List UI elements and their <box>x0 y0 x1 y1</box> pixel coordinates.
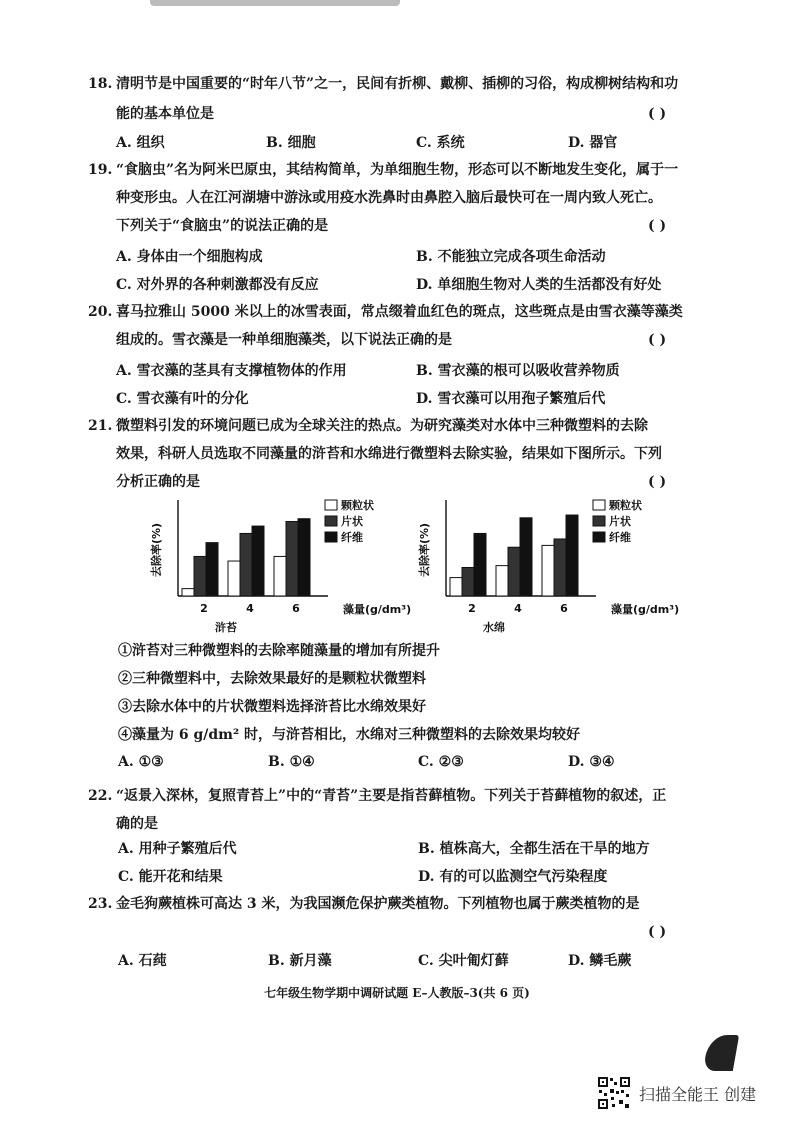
question-text: 能的基本单位是 <box>116 106 214 122</box>
bar-片状 <box>508 547 520 596</box>
option-b[interactable]: B. ①④ <box>268 754 315 770</box>
bar-片状 <box>240 533 252 596</box>
option-a[interactable]: A. 石莼 <box>118 953 167 969</box>
chart-title: 浒苔 <box>215 621 237 634</box>
question-text: 确的是 <box>116 816 158 832</box>
answer-blank[interactable]: ( ) <box>648 924 667 940</box>
question-number: 19. <box>88 162 113 178</box>
bar-片状 <box>194 556 206 596</box>
bar-片状 <box>462 567 474 596</box>
x-tick-label: 4 <box>246 602 254 615</box>
option-a[interactable]: A. 雪衣藻的茎具有支撑植物体的作用 <box>116 363 347 379</box>
chart-hutai <box>150 494 412 636</box>
legend-label: 片状 <box>341 515 363 528</box>
chart-shuimian <box>418 494 680 636</box>
legend-swatch <box>593 500 605 510</box>
bar-片状 <box>286 521 298 596</box>
question-text: “返景入深林，复照青苔上”中的“青苔”主要是指苔藓植物。下列关于苔藓植物的叙述，正 <box>116 788 667 804</box>
option-a[interactable]: A. 组织 <box>116 135 165 151</box>
question-number: 20. <box>88 304 113 320</box>
option-d[interactable]: D. 器官 <box>568 135 618 151</box>
question-text: 种变形虫。人在江河湖塘中游泳或用疫水洗鼻时由鼻腔入脑后最快可在一周内致人死亡。 <box>116 190 662 206</box>
option-d[interactable]: D. 雪衣藻可以用孢子繁殖后代 <box>416 391 606 407</box>
option-d[interactable]: D. 有的可以监测空气污染程度 <box>418 869 608 885</box>
x-tick-label: 6 <box>560 602 568 615</box>
scan-edge-shadow <box>150 0 400 6</box>
statement-1: ①浒苔对三种微塑料的去除率随藻量的增加有所提升 <box>118 643 440 659</box>
bar-纤维 <box>520 518 532 596</box>
legend-label: 纤维 <box>341 531 363 544</box>
option-a[interactable]: A. 身体由一个细胞构成 <box>116 249 263 265</box>
legend-swatch <box>325 500 337 510</box>
legend-swatch <box>593 516 605 526</box>
bar-颗粒状 <box>274 556 286 596</box>
statement-3: ③去除水体中的片状微塑料选择浒苔比水绵效果好 <box>118 699 426 715</box>
x-tick-label: 4 <box>514 602 522 615</box>
question-text: 金毛狗蕨植株可高达 3 米，为我国濒危保护蕨类植物。下列植物也属于蕨类植物的是 <box>116 896 640 912</box>
option-b[interactable]: B. 新月藻 <box>268 953 332 969</box>
x-tick-label: 2 <box>468 602 476 615</box>
question-text: 喜马拉雅山 5000 米以上的冰雪表面，常点缀着血红色的斑点，这些斑点是由雪衣藻等藻类 <box>116 304 683 320</box>
question-text: 效果，科研人员选取不同藻量的浒苔和水绵进行微塑料去除实验，结果如下图所示。下列 <box>116 446 662 462</box>
option-d[interactable]: D. 鳞毛蕨 <box>568 953 632 969</box>
option-c[interactable]: C. 尖叶匍灯藓 <box>418 953 509 969</box>
legend-label: 颗粒状 <box>341 499 374 512</box>
statement-2: ②三种微塑料中，去除效果最好的是颗粒状微塑料 <box>118 671 426 687</box>
bar-纤维 <box>206 543 218 596</box>
legend-label: 片状 <box>609 515 631 528</box>
x-axis-label: 藻量(g/dm³) <box>611 603 680 616</box>
legend-label: 纤维 <box>609 531 631 544</box>
legend-label: 颗粒状 <box>609 499 642 512</box>
option-d[interactable]: D. 单细胞生物对人类的生活都没有好处 <box>416 277 662 293</box>
bar-纤维 <box>252 526 264 596</box>
option-b[interactable]: B. 雪衣藻的根可以吸收营养物质 <box>416 363 620 379</box>
option-b[interactable]: B. 细胞 <box>266 135 316 151</box>
bar-片状 <box>554 539 566 596</box>
question-number: 18. <box>88 76 113 92</box>
question-text: 微塑料引发的环境问题已成为全球关注的热点。为研究藻类对水体中三种微塑料的去除 <box>116 418 648 434</box>
question-text: 组成的。雪衣藻是一种单细胞藻类，以下说法正确的是 <box>116 332 452 348</box>
bar-纤维 <box>298 519 310 596</box>
question-text: 分析正确的是 <box>116 474 200 490</box>
x-tick-label: 2 <box>200 602 208 615</box>
bar-纤维 <box>474 533 486 596</box>
bar-纤维 <box>566 515 578 596</box>
bar-颗粒状 <box>450 578 462 596</box>
option-c[interactable]: C. 对外界的各种刺激都没有反应 <box>116 277 319 293</box>
option-b[interactable]: B. 植株高大，全都生活在干旱的地方 <box>418 841 650 857</box>
question-text: “食脑虫”名为阿米巴原虫，其结构简单，为单细胞生物，形态可以不断地发生变化，属于一 <box>116 162 679 178</box>
question-text: 下列关于“食脑虫”的说法正确的是 <box>116 218 329 234</box>
qr-code-icon <box>597 1076 631 1110</box>
question-text: 清明节是中国重要的“时年八节”之一，民间有折柳、戴柳、插柳的习俗，构成柳树结构和功 <box>116 76 679 92</box>
x-tick-label: 6 <box>292 602 300 615</box>
bar-颗粒状 <box>228 561 240 596</box>
bar-颗粒状 <box>182 589 194 596</box>
chart-title: 水绵 <box>483 621 505 634</box>
option-d[interactable]: D. ③④ <box>568 754 615 770</box>
legend-swatch <box>593 532 605 542</box>
option-a[interactable]: A. 用种子繁殖后代 <box>118 841 237 857</box>
page-corner-shadow <box>703 1035 739 1071</box>
y-axis-label: 去除率(%) <box>418 522 431 578</box>
legend-swatch <box>325 516 337 526</box>
question-number: 22. <box>88 788 113 804</box>
answer-blank[interactable]: ( ) <box>648 474 667 490</box>
answer-blank[interactable]: ( ) <box>648 106 667 122</box>
option-c[interactable]: C. 能开花和结果 <box>118 869 223 885</box>
scanner-label: 扫描全能王 创建 <box>639 1084 757 1104</box>
option-c[interactable]: C. 系统 <box>416 135 465 151</box>
option-c[interactable]: C. 雪衣藻有叶的分化 <box>116 391 249 407</box>
answer-blank[interactable]: ( ) <box>648 218 667 234</box>
y-axis-label: 去除率(%) <box>150 522 163 578</box>
x-axis-label: 藻量(g/dm³) <box>343 603 412 616</box>
option-b[interactable]: B. 不能独立完成各项生命活动 <box>416 249 606 265</box>
question-number: 21. <box>88 418 113 434</box>
answer-blank[interactable]: ( ) <box>648 332 667 348</box>
page-footer: 七年级生物学期中调研试题 E–人教版–3(共 6 页) <box>264 986 530 1000</box>
scanner-watermark <box>597 1076 756 1110</box>
bar-颗粒状 <box>496 566 508 596</box>
legend-swatch <box>325 532 337 542</box>
statement-4: ④藻量为 6 g/dm² 时，与浒苔相比，水绵对三种微塑料的去除效果均较好 <box>118 727 580 743</box>
option-a[interactable]: A. ①③ <box>118 754 164 770</box>
question-number: 23. <box>88 896 113 912</box>
option-c[interactable]: C. ②③ <box>418 754 464 770</box>
bar-颗粒状 <box>542 545 554 596</box>
